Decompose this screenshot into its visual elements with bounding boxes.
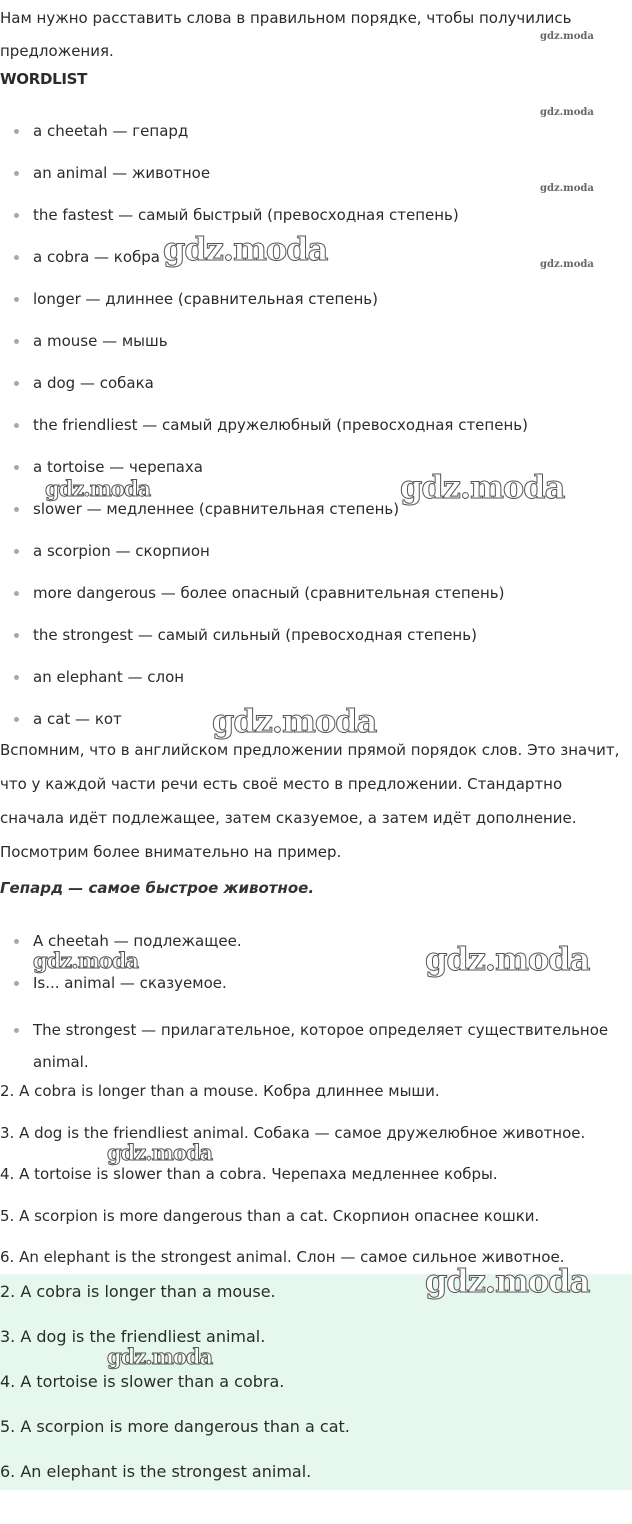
watermark: gdz.moda — [107, 1140, 213, 1165]
watermark: gdz.moda — [107, 1344, 213, 1369]
list-item-text: slower — медленнее (сравнительная степень) — [33, 500, 400, 518]
answer-line: 5. A scorpion is more dangerous than a cat. Скорпион опаснее кошки. — [0, 1206, 540, 1225]
list-item-text: a cat — кот — [33, 710, 122, 728]
bullet-icon — [14, 255, 19, 260]
bullet-icon — [14, 129, 19, 134]
final-answers — [0, 1281, 350, 1506]
watermark: gdz.moda — [540, 183, 594, 194]
watermark: gdz.moda — [400, 468, 565, 506]
list-item-text: a dog — собака — [33, 374, 154, 392]
bullet-icon — [14, 339, 19, 344]
bullet-icon — [14, 549, 19, 554]
list-item-text: A cheetah — подлежащее. — [33, 932, 242, 950]
bullet-icon — [14, 171, 19, 176]
list-item — [0, 414, 528, 456]
list-item-text: an animal — животное — [33, 164, 211, 182]
list-item-text: The strongest — прилагательное, которое определяет существительное animal. — [33, 1021, 609, 1071]
list-item — [0, 162, 528, 204]
watermark: gdz.moda — [163, 230, 328, 268]
list-item — [0, 540, 528, 582]
bullet-icon — [14, 981, 19, 986]
explanation-paragraph: Вспомним, что в английском предложении прямой порядок слов. Это значит, что у каждой части речи есть своё место в предложении. Стандартно сначала идёт подлежащее, затем сказуемое, а затем идёт дополнение. Посмотрим более внимательно на пример. — [0, 741, 620, 861]
list-item-text: longer — длиннее (сравнительная степень) — [33, 290, 378, 308]
bullet-icon — [14, 423, 19, 428]
bullet-icon — [14, 465, 19, 470]
bullet-icon — [14, 381, 19, 386]
list-item-text: a cobra — кобра — [33, 248, 161, 266]
watermark: gdz.moda — [540, 31, 594, 42]
list-item — [0, 330, 528, 372]
list-item-text: a tortoise — черепаха — [33, 458, 203, 476]
final-answer-line: 6. An elephant is the strongest animal. — [0, 1462, 312, 1481]
wordlist-heading: WORDLIST — [0, 70, 88, 88]
list-item — [0, 372, 528, 414]
watermark: gdz.moda — [540, 259, 594, 270]
list-item — [0, 972, 623, 1014]
list-item-text: a scorpion — скорпион — [33, 542, 210, 560]
list-item — [0, 246, 528, 288]
list-item-text: more dangerous — более опасный (сравнительная степень) — [33, 584, 505, 602]
answer-line: 6. An elephant is the strongest animal. Слон — самое сильное животное. — [0, 1248, 565, 1267]
list-item-text: the strongest — самый сильный (превосходная степень) — [33, 626, 477, 644]
list-item — [0, 288, 528, 330]
bullet-icon — [14, 633, 19, 638]
list-item — [0, 624, 528, 666]
list-item — [0, 120, 528, 162]
bullet-icon — [14, 213, 19, 218]
answer-line: 2. A cobra is longer than a mouse. Кобра длиннее мыши. — [0, 1082, 440, 1100]
answer-line: 4. A tortoise is slower than a cobra. Черепаха медленнее кобры. — [0, 1165, 498, 1184]
final-answer-line: 4. A tortoise is slower than a cobra. — [0, 1372, 285, 1391]
bullet-icon — [14, 675, 19, 680]
bullet-icon — [14, 1028, 19, 1033]
answer-line: 3. A dog is the friendliest animal. Собака — самое дружелюбное животное. — [0, 1123, 586, 1142]
list-item-text: a mouse — мышь — [33, 332, 168, 350]
bullet-icon — [14, 297, 19, 302]
bullet-icon — [14, 717, 19, 722]
example-sentence: Гепард — самое быстрое животное. — [0, 879, 315, 897]
sentence-roles-list — [0, 930, 623, 1078]
watermark: gdz.moda — [425, 940, 590, 978]
list-item — [0, 582, 528, 624]
list-item — [0, 930, 623, 972]
list-item — [0, 498, 528, 540]
watermark: gdz.moda — [540, 107, 594, 118]
wordlist — [0, 120, 528, 750]
list-item — [0, 1014, 623, 1078]
watermark: gdz.moda — [33, 948, 139, 973]
final-answer-line: 3. A dog is the friendliest animal. — [0, 1327, 266, 1346]
final-answer-line: 2. A cobra is longer than a mouse. — [0, 1282, 276, 1301]
list-item-text: the fastest — самый быстрый (превосходная степень) — [33, 206, 459, 224]
watermark: gdz.moda — [45, 476, 151, 501]
list-item — [0, 456, 528, 498]
list-item-text: an elephant — слон — [33, 668, 185, 686]
list-item-text: Is... animal — сказуемое. — [33, 974, 227, 992]
bullet-icon — [14, 507, 19, 512]
bullet-icon — [14, 939, 19, 944]
list-item — [0, 204, 528, 246]
watermark: gdz.moda — [212, 702, 377, 740]
intro-text: Нам нужно расставить слова в правильном порядке, чтобы получились предложения. — [0, 9, 572, 60]
answers-with-translation — [0, 1080, 585, 1288]
bullet-icon — [14, 591, 19, 596]
list-item-text: the friendliest — самый дружелюбный (превосходная степень) — [33, 416, 528, 434]
list-item-text: a cheetah — гепард — [33, 122, 189, 140]
final-answer-line: 5. A scorpion is more dangerous than a cat. — [0, 1417, 350, 1436]
watermark: gdz.moda — [425, 1262, 590, 1300]
list-item — [0, 666, 528, 708]
